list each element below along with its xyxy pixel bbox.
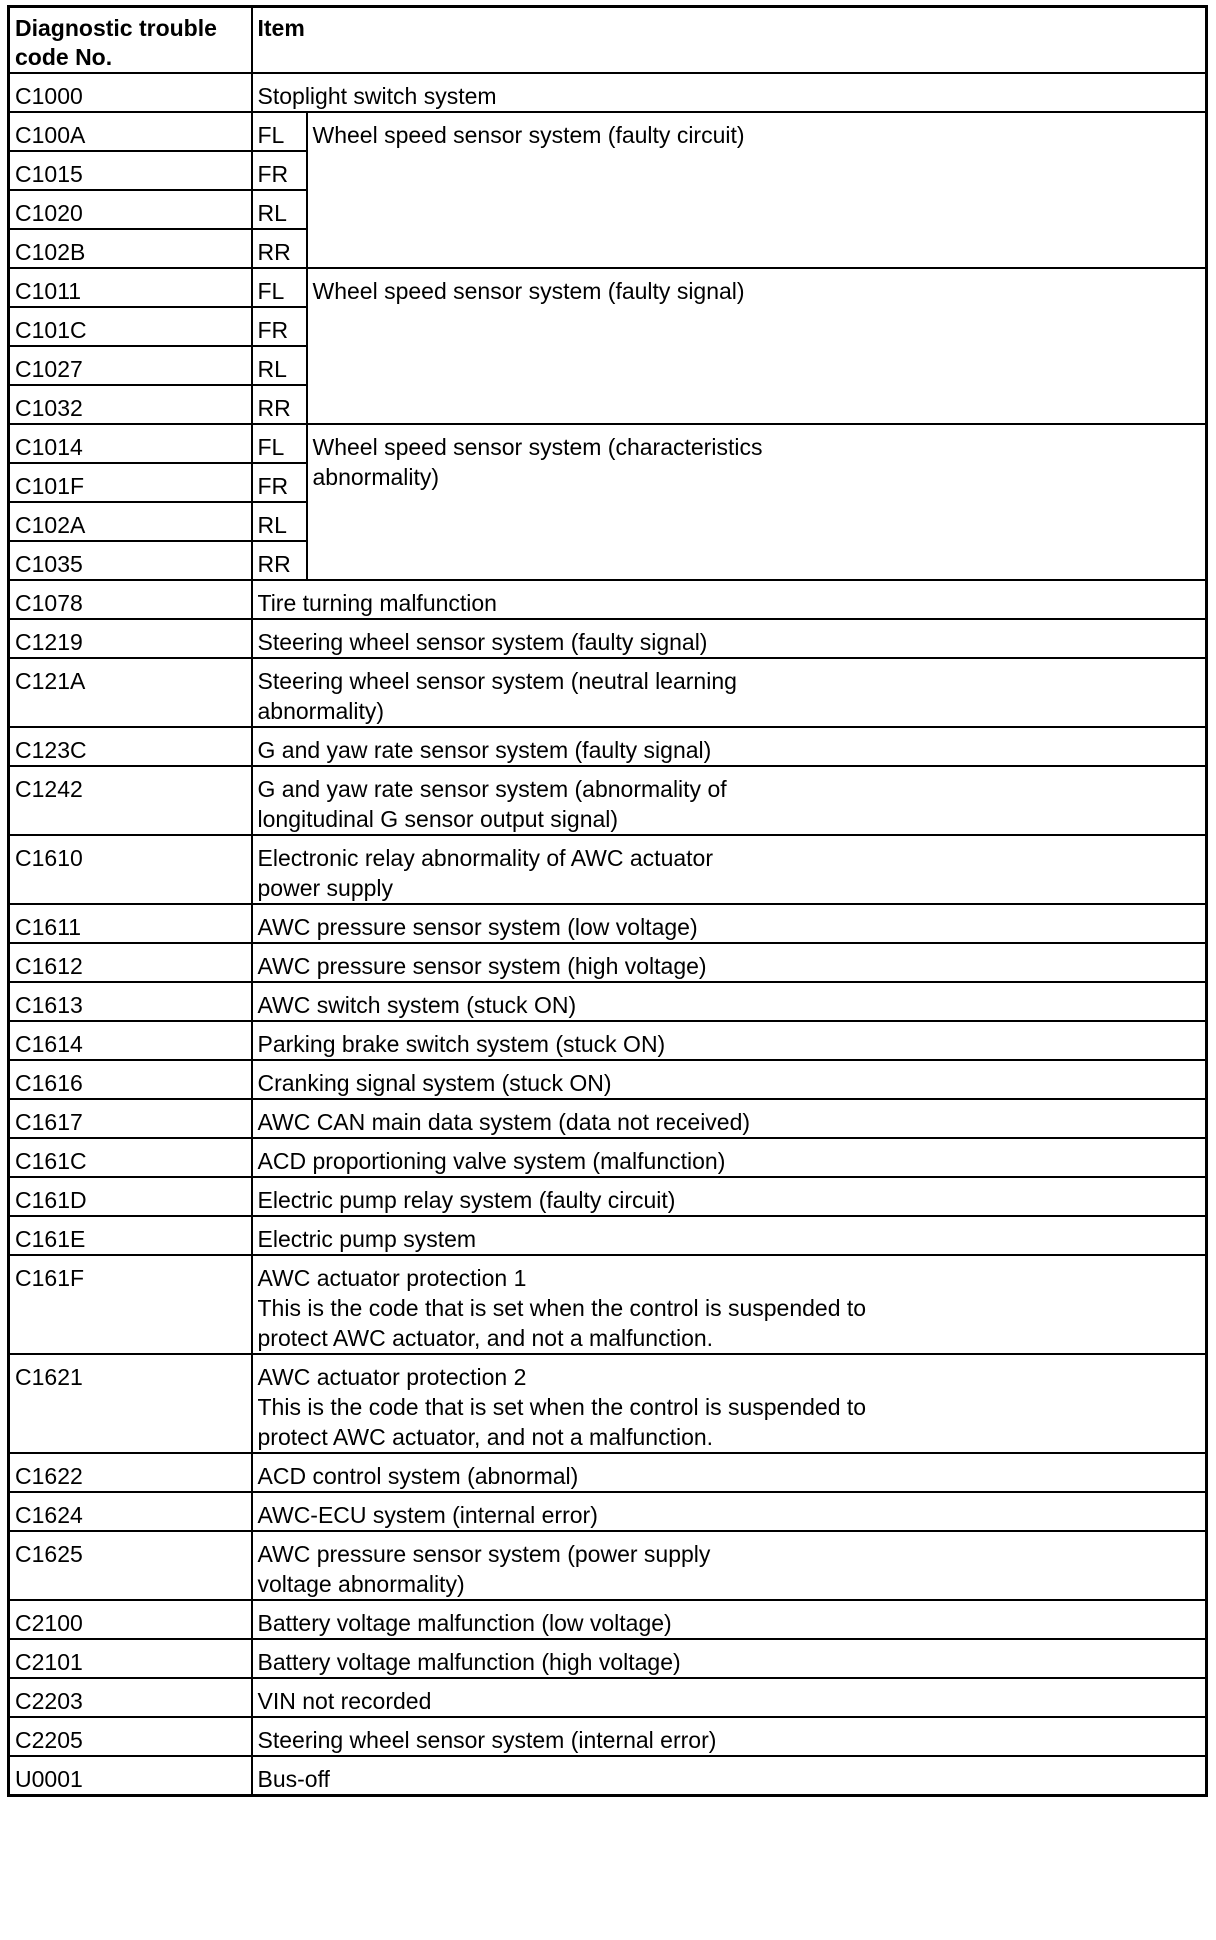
- group-item-cell: Wheel speed sensor system (characteristics abnormality): [307, 424, 1207, 580]
- wheel-cell: RR: [252, 385, 307, 424]
- item-cell: AWC switch system (stuck ON): [252, 982, 1207, 1021]
- table-row: [9, 1453, 1207, 1492]
- code-cell: C1020: [9, 190, 252, 229]
- item-cell: Electronic relay abnormality of AWC actuator power supply: [252, 835, 1207, 904]
- wheel-cell: RR: [252, 229, 307, 268]
- item-cell: Parking brake switch system (stuck ON): [252, 1021, 1207, 1060]
- item-cell: AWC pressure sensor system (high voltage): [252, 943, 1207, 982]
- table-row: [9, 904, 1207, 943]
- wheel-cell: FR: [252, 463, 307, 502]
- item-cell: AWC actuator protection 2 This is the code that is set when the control is suspended to protect AWC actuator, and not a malfunction.: [252, 1354, 1207, 1453]
- item-cell: Battery voltage malfunction (high voltage): [252, 1639, 1207, 1678]
- item-cell: G and yaw rate sensor system (abnormality of longitudinal G sensor output signal): [252, 766, 1207, 835]
- table-header: [9, 7, 1207, 74]
- table-row: [9, 1021, 1207, 1060]
- table-row: [9, 1756, 1207, 1796]
- code-cell: C161F: [9, 1255, 252, 1354]
- code-cell: C1078: [9, 580, 252, 619]
- table-row: [9, 658, 1207, 727]
- code-cell: C1621: [9, 1354, 252, 1453]
- table-row: [9, 268, 1207, 307]
- code-cell: C1014: [9, 424, 252, 463]
- code-cell: C101C: [9, 307, 252, 346]
- wheel-cell: RL: [252, 346, 307, 385]
- code-cell: C1015: [9, 151, 252, 190]
- code-cell: U0001: [9, 1756, 252, 1796]
- table-row: [9, 1354, 1207, 1453]
- code-cell: C1242: [9, 766, 252, 835]
- item-cell: AWC actuator protection 1 This is the code that is set when the control is suspended to protect AWC actuator, and not a malfunction.: [252, 1255, 1207, 1354]
- table-row: [9, 982, 1207, 1021]
- table-row: [9, 1531, 1207, 1600]
- wheel-cell: FL: [252, 112, 307, 151]
- table-row: [9, 1216, 1207, 1255]
- item-cell: Stoplight switch system: [252, 73, 1207, 112]
- code-cell: C2205: [9, 1717, 252, 1756]
- group-item-cell: Wheel speed sensor system (faulty circuit): [307, 112, 1207, 268]
- table-row: [9, 766, 1207, 835]
- item-cell: Steering wheel sensor system (internal error): [252, 1717, 1207, 1756]
- wheel-cell: RL: [252, 190, 307, 229]
- table-row: [9, 1255, 1207, 1354]
- table-row: [9, 619, 1207, 658]
- table-row: [9, 1138, 1207, 1177]
- table-body: [9, 73, 1207, 1796]
- table-row: [9, 943, 1207, 982]
- code-cell: C1622: [9, 1453, 252, 1492]
- code-cell: C1027: [9, 346, 252, 385]
- item-cell: Tire turning malfunction: [252, 580, 1207, 619]
- wheel-cell: FR: [252, 151, 307, 190]
- wheel-cell: RR: [252, 541, 307, 580]
- code-cell: C121A: [9, 658, 252, 727]
- code-cell: C102B: [9, 229, 252, 268]
- table-row: [9, 727, 1207, 766]
- code-cell: C1624: [9, 1492, 252, 1531]
- code-cell: C161C: [9, 1138, 252, 1177]
- code-cell: C161E: [9, 1216, 252, 1255]
- code-cell: C1617: [9, 1099, 252, 1138]
- table-row: [9, 1099, 1207, 1138]
- item-cell: Bus-off: [252, 1756, 1207, 1796]
- item-cell: AWC pressure sensor system (power supply voltage abnormality): [252, 1531, 1207, 1600]
- wheel-cell: RL: [252, 502, 307, 541]
- table-row: [9, 835, 1207, 904]
- item-cell: ACD proportioning valve system (malfunction): [252, 1138, 1207, 1177]
- table-row: [9, 1492, 1207, 1531]
- code-cell: C2100: [9, 1600, 252, 1639]
- header-item: Item: [252, 7, 1207, 74]
- item-cell: G and yaw rate sensor system (faulty signal): [252, 727, 1207, 766]
- item-cell: AWC pressure sensor system (low voltage): [252, 904, 1207, 943]
- code-cell: C101F: [9, 463, 252, 502]
- code-cell: C1011: [9, 268, 252, 307]
- code-cell: C1616: [9, 1060, 252, 1099]
- table-row: [9, 424, 1207, 463]
- item-cell: AWC-ECU system (internal error): [252, 1492, 1207, 1531]
- code-cell: C1613: [9, 982, 252, 1021]
- table-row: [9, 580, 1207, 619]
- code-cell: C2101: [9, 1639, 252, 1678]
- code-cell: C1614: [9, 1021, 252, 1060]
- code-cell: C1625: [9, 1531, 252, 1600]
- item-cell: Electric pump relay system (faulty circuit): [252, 1177, 1207, 1216]
- item-cell: ACD control system (abnormal): [252, 1453, 1207, 1492]
- dtc-table: [7, 5, 1208, 1797]
- code-cell: C102A: [9, 502, 252, 541]
- code-cell: C1612: [9, 943, 252, 982]
- table-row: [9, 73, 1207, 112]
- table-row: [9, 1177, 1207, 1216]
- code-cell: C123C: [9, 727, 252, 766]
- wheel-cell: FL: [252, 268, 307, 307]
- item-cell: VIN not recorded: [252, 1678, 1207, 1717]
- wheel-cell: FL: [252, 424, 307, 463]
- header-code: Diagnostic trouble code No.: [9, 7, 252, 74]
- item-cell: Battery voltage malfunction (low voltage): [252, 1600, 1207, 1639]
- wheel-cell: FR: [252, 307, 307, 346]
- table-row: [9, 1060, 1207, 1099]
- code-cell: C161D: [9, 1177, 252, 1216]
- code-cell: C1035: [9, 541, 252, 580]
- code-cell: C1611: [9, 904, 252, 943]
- code-cell: C1032: [9, 385, 252, 424]
- item-cell: Electric pump system: [252, 1216, 1207, 1255]
- code-cell: C1219: [9, 619, 252, 658]
- item-cell: Steering wheel sensor system (faulty signal): [252, 619, 1207, 658]
- code-cell: C1610: [9, 835, 252, 904]
- table-row: [9, 1717, 1207, 1756]
- code-cell: C100A: [9, 112, 252, 151]
- code-cell: C1000: [9, 73, 252, 112]
- table-row: [9, 1639, 1207, 1678]
- item-cell: Steering wheel sensor system (neutral learning abnormality): [252, 658, 1207, 727]
- code-cell: C2203: [9, 1678, 252, 1717]
- item-cell: AWC CAN main data system (data not received): [252, 1099, 1207, 1138]
- header-row: [9, 7, 1207, 74]
- table-row: [9, 1678, 1207, 1717]
- table-row: [9, 112, 1207, 151]
- table-row: [9, 1600, 1207, 1639]
- group-item-cell: Wheel speed sensor system (faulty signal): [307, 268, 1207, 424]
- item-cell: Cranking signal system (stuck ON): [252, 1060, 1207, 1099]
